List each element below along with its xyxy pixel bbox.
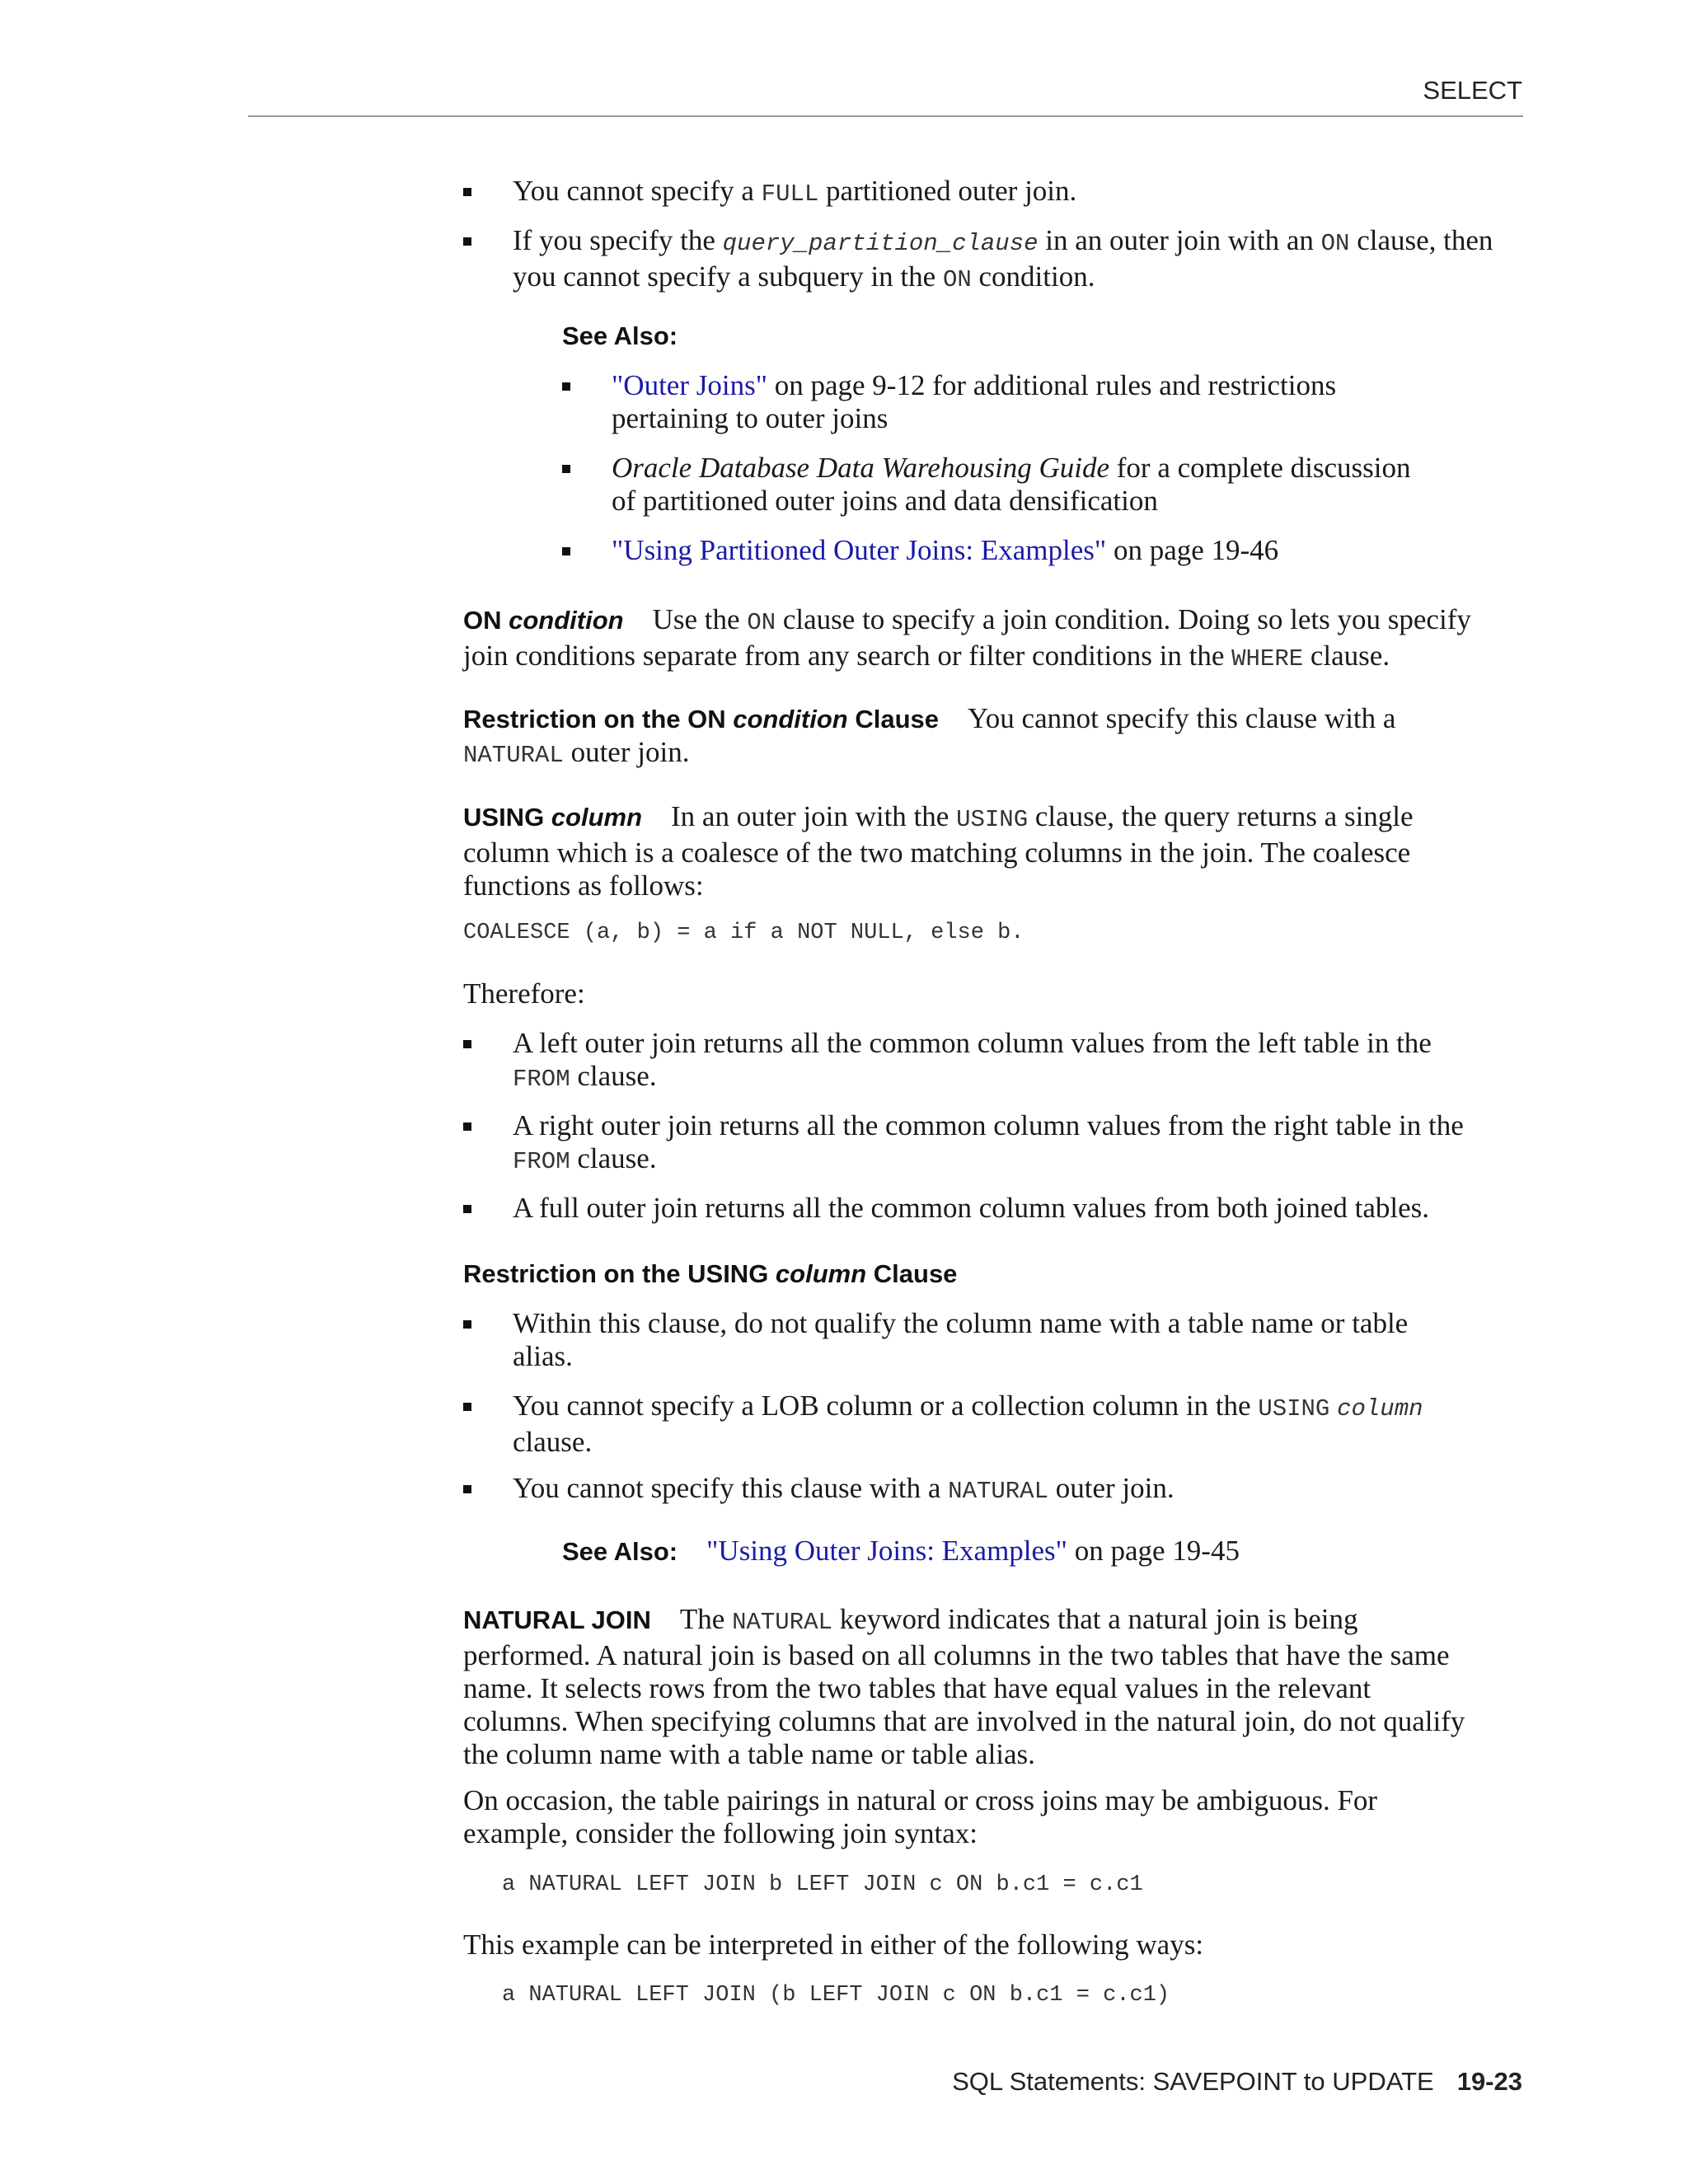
bullet-icon [463, 1040, 471, 1048]
see-also-label: See Also: [562, 1537, 678, 1566]
page-number: 19-23 [1456, 2067, 1522, 2096]
code-term: FULL [761, 180, 819, 208]
bullet-text: condition. [971, 260, 1095, 293]
code-example: COALESCE (a, b) = a if a NOT NULL, else b. [463, 921, 1025, 945]
restriction-using-heading: Restriction on the USING column Clause [463, 1259, 958, 1288]
on-condition-paragraph: ON condition Use the ON clause to specify a join condition. Doing so lets you specify join conditions separate from any search or filter conditions in the WHERE clause. [463, 603, 1471, 673]
code-example: a NATURAL LEFT JOIN (b LEFT JOIN c ON b.c1 = c.c1) [502, 1983, 1170, 2008]
code-term: ON [942, 266, 972, 293]
bullet-text: you cannot specify a subquery in the [513, 260, 943, 293]
bullet-icon [562, 465, 570, 473]
therefore-text: Therefore: [463, 977, 585, 1010]
see-also-label: See Also: [562, 321, 678, 350]
natural-join-paragraph: NATURAL JOIN The NATURAL keyword indicates that a natural join is being performed. A natural join is based on all columns in the two tables that have the same name. It selects rows from the two tables that have equal values in the relevant columns. When specifying columns that are involved in the natural join, do not qualify the column name with a table name or table alias. [463, 1603, 1465, 1770]
restriction-on-paragraph: Restriction on the ON condition Clause You cannot specify this clause with a NATURAL outer join. [463, 702, 1396, 769]
code-term: USING [1258, 1395, 1330, 1422]
bullet-icon [562, 547, 570, 555]
bullet-icon [463, 1320, 471, 1329]
code-term: FROM [513, 1066, 570, 1093]
bullet-text: pertaining to outer joins [612, 402, 889, 434]
term-lead: Restriction on the ON condition Clause [463, 705, 940, 733]
see-also-2: See Also: "Using Outer Joins: Examples" on page 19-45 [562, 1535, 1240, 1567]
bullet-text: If you specify the [513, 224, 723, 256]
bullet-text: on page 9-12 for additional rules and restrictions [767, 369, 1337, 401]
bullet-text: on page 19-46 [1106, 534, 1279, 566]
using-column-paragraph: USING column In an outer join with the USING clause, the query returns a single column which is a coalesce of the two matching columns in the join. The coalesce functions as follows: [463, 800, 1414, 902]
bullet-icon [463, 188, 471, 196]
outer-joins-link[interactable]: "Outer Joins" [612, 369, 767, 401]
bullet-text: in an outer join with an [1038, 224, 1321, 256]
bullet-icon [463, 1205, 471, 1213]
bullet-icon [463, 1485, 471, 1493]
occasion-paragraph: On occasion, the table pairings in natural or cross joins may be ambiguous. For example, consider the following join syntax: [463, 1784, 1378, 1849]
header-rule [248, 115, 1523, 117]
page-footer [952, 2067, 1522, 2097]
bullet-icon [463, 1403, 471, 1411]
term-lead: NATURAL JOIN [463, 1605, 651, 1634]
book-title: Oracle Database Data Warehousing Guide [612, 452, 1110, 484]
code-term: FROM [513, 1148, 570, 1175]
bullet-text: You cannot specify a [513, 175, 762, 207]
bullet-text: clause, then [1349, 224, 1493, 256]
code-term: NATURAL [948, 1478, 1048, 1505]
code-example: a NATURAL LEFT JOIN b LEFT JOIN c ON b.c1 = c.c1 [502, 1872, 1143, 1897]
bullet-text: of partitioned outer joins and data densification [612, 485, 1158, 517]
bullet-icon [463, 237, 471, 246]
bullet-icon [463, 1122, 471, 1131]
interpreted-text: This example can be interpreted in either of the following ways: [463, 1929, 1204, 1961]
code-term: ON [747, 609, 776, 636]
code-term: query_partition_clause [722, 230, 1039, 257]
code-term: WHERE [1231, 645, 1304, 673]
code-term: USING [956, 806, 1029, 833]
code-term: column [1337, 1395, 1423, 1422]
term-lead: ON condition [463, 606, 624, 635]
outer-joins-examples-link[interactable]: "Using Outer Joins: Examples" [706, 1535, 1067, 1567]
code-term: NATURAL [463, 742, 564, 769]
code-term: ON [1320, 230, 1350, 257]
running-head: SELECT [1423, 76, 1522, 105]
code-term: NATURAL [732, 1609, 832, 1636]
term-lead: USING column [463, 803, 643, 832]
footer-title: SQL Statements: SAVEPOINT to UPDATE [952, 2067, 1434, 2096]
bullet-text: partitioned outer join. [818, 175, 1077, 207]
bullet-icon [562, 382, 570, 391]
partitioned-outer-joins-link[interactable]: "Using Partitioned Outer Joins: Examples" [612, 534, 1107, 566]
bullet-text: for a complete discussion [1109, 452, 1411, 484]
